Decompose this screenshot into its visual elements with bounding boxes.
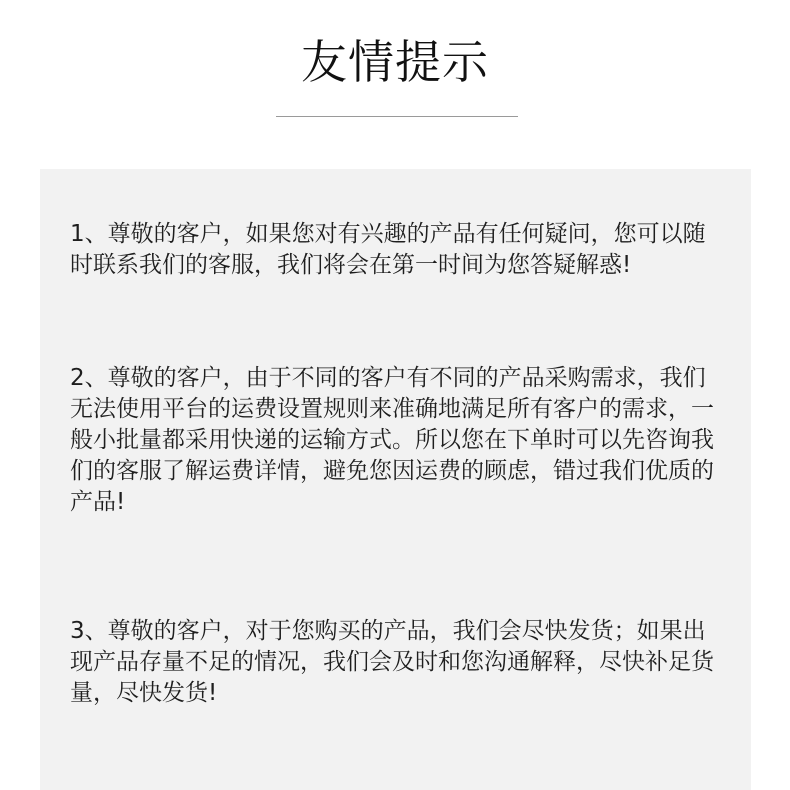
notice-panel [40, 169, 751, 790]
page-title: 友情提示 [301, 35, 489, 89]
title-divider [276, 116, 518, 117]
notice-paragraph-1: 1、尊敬的客户，如果您对有兴趣的产品有任何疑问，您可以随时联系我们的客服，我们将会在第一时间为您答疑解惑! [70, 221, 706, 278]
notice-paragraph-2: 2、尊敬的客户，由于不同的客户有不同的产品采购需求，我们无法使用平台的运费设置规则来准确地满足所有客户的需求，一般小批量都采用快递的运输方式。所以您在下单时可以先咨询我们的客服了解运费详情，避免您因运费的顾虑，错过我们优质的产品! [70, 365, 714, 515]
notice-paragraph-3: 3、尊敬的客户，对于您购买的产品，我们会尽快发货；如果出现产品存量不足的情况，我们会及时和您沟通解释，尽快补足货量，尽快发货! [70, 618, 714, 706]
